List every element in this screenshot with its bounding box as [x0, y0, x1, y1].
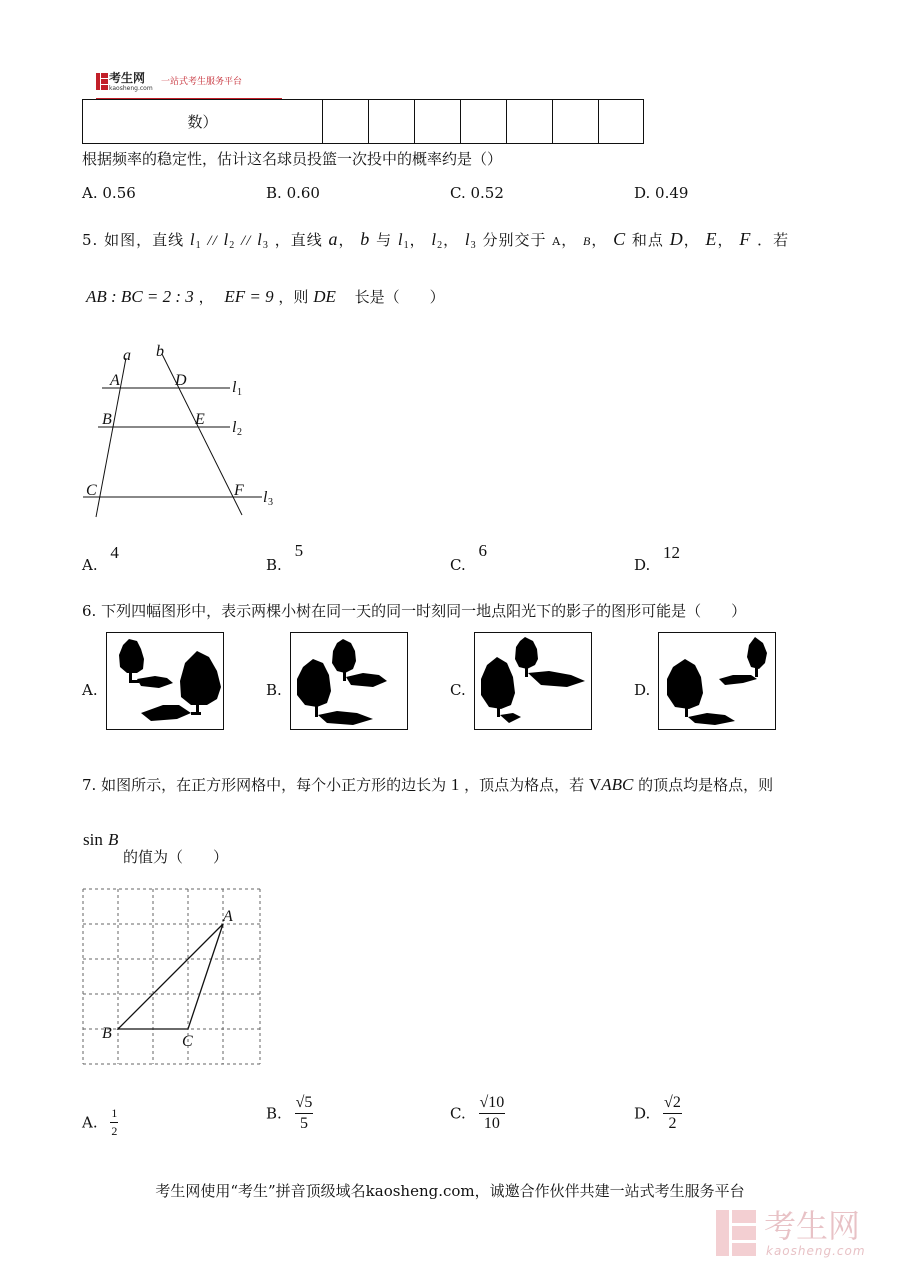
- option-value: 0.49: [655, 184, 689, 202]
- line-l1: [398, 230, 410, 249]
- label-a: a: [123, 347, 131, 364]
- q5-option-a[interactable]: [82, 543, 119, 574]
- parallel-symbol: //: [241, 233, 252, 249]
- q5-text: 长是（ ）: [354, 288, 445, 306]
- point-d: D: [669, 229, 684, 249]
- large-tree-shadow: [688, 713, 735, 725]
- label-b: b: [156, 343, 164, 360]
- large-tree-trunk: [685, 707, 688, 717]
- q7-option-b[interactable]: [266, 1094, 313, 1133]
- q4-option-d[interactable]: [634, 184, 688, 202]
- parallel-symbol: //: [207, 233, 218, 249]
- large-tree-crown: [297, 659, 331, 707]
- option-letter: A.: [82, 556, 98, 574]
- point-e: E: [705, 229, 718, 249]
- label-point-b: B: [102, 1025, 112, 1042]
- watermark-domain: kaosheng.com: [766, 1244, 866, 1258]
- line-l2: [431, 230, 443, 249]
- option-letter: D.: [634, 556, 651, 574]
- label-point-a: A: [223, 908, 233, 925]
- q7-text: 的值为（ ）: [123, 848, 229, 866]
- q7-stem-line1: [82, 776, 773, 794]
- triangle-symbol: V: [588, 775, 602, 794]
- logo-name: 考生网: [109, 71, 146, 85]
- punct: ，: [409, 231, 426, 249]
- small-tree-base: [129, 680, 139, 683]
- q6-figure-c[interactable]: [474, 632, 592, 730]
- label-point-e: E: [195, 411, 205, 428]
- small-tree-trunk: [755, 667, 758, 677]
- math-ratio: AB : BC = 2 : 3: [86, 287, 194, 306]
- question-number: 5.: [82, 231, 99, 249]
- denominator: 10: [483, 1115, 500, 1132]
- label-point-c: C: [86, 482, 97, 499]
- numerator: √5: [295, 1094, 314, 1114]
- math-ef: EF = 9: [224, 287, 274, 306]
- punct: ，: [591, 231, 608, 249]
- fraction: [663, 1094, 682, 1133]
- q5-option-b[interactable]: [266, 541, 304, 574]
- small-tree-shadow: [719, 675, 757, 685]
- q4-option-b[interactable]: [266, 184, 320, 202]
- math-sub: 3: [262, 240, 269, 251]
- math-l: l: [397, 230, 404, 249]
- punct: ，: [561, 231, 578, 249]
- option-letter: C.: [450, 184, 466, 202]
- footer-text: 考生网使用“考生”拼音顶级域名kaosheng.com，诚邀合作伙伴共建一站式考生服务平台: [155, 1182, 745, 1200]
- option-letter: D.: [634, 681, 651, 699]
- large-tree-shadow: [500, 713, 521, 723]
- math-l: l: [189, 230, 196, 249]
- option-value: 5: [294, 541, 304, 560]
- q6-option-a[interactable]: [82, 681, 98, 699]
- q5-stem-line2: [86, 288, 445, 306]
- option-value: 4: [110, 543, 119, 562]
- q5-text: 如图，直线: [104, 231, 185, 249]
- frequency-table: [82, 99, 644, 144]
- numerator: 1: [110, 1106, 118, 1123]
- fraction: [110, 1106, 118, 1139]
- line-l1: [190, 230, 202, 249]
- fraction: [479, 1094, 506, 1133]
- question-number: 7.: [82, 776, 97, 794]
- small-tree-crown: [332, 639, 356, 673]
- math-sub: 2: [229, 240, 236, 251]
- option-letter: A.: [82, 184, 98, 202]
- option-letter: A.: [82, 1113, 98, 1132]
- table-cell: [553, 100, 599, 144]
- large-tree-trunk: [315, 705, 318, 717]
- q4-stem: 根据频率的稳定性，估计这名球员投篮一次投中的概率约是（）: [82, 150, 503, 168]
- large-tree-shadow: [318, 711, 373, 725]
- q7-option-c[interactable]: [450, 1094, 505, 1133]
- small-tree-crown: [747, 637, 767, 669]
- math-l: l: [464, 230, 471, 249]
- small-tree-shadow: [346, 673, 387, 687]
- table-cell: [369, 100, 415, 144]
- q6-figure-a[interactable]: [106, 632, 224, 730]
- option-letter: B.: [266, 556, 282, 574]
- point-f: F: [739, 229, 752, 249]
- label-l1-sub: 1: [237, 387, 242, 398]
- math-sub: 2: [437, 240, 444, 251]
- trees-shadow-image: [475, 633, 591, 729]
- table-cell: [599, 100, 644, 144]
- q5-text: ，则: [278, 288, 309, 306]
- table-cell: [415, 100, 461, 144]
- line-l3: [257, 230, 269, 249]
- q7-option-d[interactable]: [634, 1094, 682, 1133]
- math-sin: sin: [83, 830, 103, 849]
- table-cell-label: 数）: [83, 100, 323, 144]
- site-logo: [96, 73, 256, 93]
- q6-figure-d[interactable]: [658, 632, 776, 730]
- math-b: b: [360, 229, 371, 249]
- option-value: 0.52: [470, 184, 504, 202]
- math-one: 1: [450, 775, 460, 794]
- punct: ，: [198, 288, 214, 306]
- large-tree-shadow: [141, 705, 191, 721]
- math-a: a: [328, 229, 339, 249]
- punct: ，: [443, 231, 460, 249]
- line-l3: [465, 230, 477, 249]
- question-number: 6.: [82, 602, 97, 620]
- option-value: 0.56: [102, 184, 136, 202]
- watermark-logo: [716, 1208, 886, 1258]
- logo-domain: kaosheng.com: [109, 85, 153, 92]
- q5-text: 与: [376, 231, 393, 249]
- q6-option-b[interactable]: [266, 681, 282, 699]
- option-letter: C.: [450, 681, 466, 699]
- q4-option-a[interactable]: [82, 184, 136, 202]
- q5-option-d[interactable]: [634, 543, 681, 574]
- label-l3: l: [263, 489, 268, 506]
- q7-text: 的顶点均是格点，则: [638, 776, 774, 794]
- large-tree-base: [191, 712, 201, 715]
- math-sub: 3: [470, 240, 477, 251]
- q5-option-c[interactable]: [450, 541, 487, 574]
- math-l: l: [431, 230, 438, 249]
- numerator: √2: [663, 1094, 682, 1114]
- math-abc: ABC: [601, 775, 634, 794]
- table-cell: [507, 100, 553, 144]
- watermark-mark-icon: [716, 1210, 756, 1256]
- small-tree-trunk: [525, 667, 528, 677]
- q6-option-d[interactable]: [634, 681, 650, 699]
- large-tree-trunk: [497, 707, 500, 717]
- fraction: [295, 1094, 314, 1133]
- q4-option-c[interactable]: [450, 184, 504, 202]
- label-l3-sub: 3: [268, 497, 273, 508]
- label-point-c: C: [182, 1033, 193, 1050]
- option-letter: B.: [266, 681, 282, 699]
- option-value: 0.60: [286, 184, 320, 202]
- math-l: l: [257, 230, 263, 249]
- math-l: l: [223, 230, 230, 249]
- option-letter: D.: [634, 1104, 651, 1123]
- math-sub: 1: [195, 240, 202, 251]
- label-l1: l: [232, 379, 237, 396]
- math-de: DE: [313, 287, 336, 306]
- q6-stem: [82, 602, 746, 620]
- option-letter: B.: [266, 1104, 282, 1123]
- q7-text: 如图所示，在正方形网格中，每个小正方形的边长为: [101, 776, 447, 794]
- numerator: √10: [479, 1094, 506, 1114]
- q6-figure-b[interactable]: [290, 632, 408, 730]
- label-l2: l: [232, 419, 237, 436]
- point-a: A: [552, 235, 562, 248]
- large-tree-crown: [180, 651, 221, 705]
- option-letter: A.: [82, 681, 98, 699]
- label-point-a: A: [110, 372, 120, 389]
- q7-option-a[interactable]: [82, 1106, 118, 1139]
- q5-text: ．若: [757, 231, 790, 249]
- punct: ，: [717, 231, 734, 249]
- punct: ，: [338, 231, 355, 249]
- q5-parallel-lines-diagram: [80, 340, 280, 525]
- q7-text: ，顶点为格点，若: [464, 776, 585, 794]
- logo-tagline: 一站式考生服务平台: [161, 77, 243, 87]
- q5-text: ，直线: [274, 231, 323, 249]
- point-b: B: [582, 234, 592, 248]
- q7-grid-diagram: [82, 888, 262, 1068]
- option-letter: C.: [450, 1104, 466, 1123]
- large-tree-crown: [667, 659, 703, 709]
- table-row: [83, 100, 644, 144]
- q5-text: 分别交于: [482, 231, 547, 249]
- trees-shadow-image: [659, 633, 775, 729]
- watermark-name: 考生网: [764, 1207, 861, 1245]
- q6-text: 下列四幅图形中，表示两棵小树在同一天的同一时刻同一地点阳光下的影子的图形可能是（ ）: [101, 602, 747, 620]
- q5-stem-line1: [82, 230, 789, 255]
- small-tree-trunk: [343, 671, 346, 681]
- math-sub: 1: [403, 240, 410, 251]
- label-point-b: B: [102, 411, 112, 428]
- label-l2-sub: 2: [237, 427, 242, 438]
- option-letter: C.: [450, 556, 466, 574]
- q5-text: 和点: [631, 231, 664, 249]
- triangle-abc: [118, 924, 223, 1029]
- option-letter: B.: [266, 184, 282, 202]
- table-cell: [461, 100, 507, 144]
- small-tree-crown: [119, 639, 144, 673]
- option-value: 12: [663, 543, 681, 562]
- trees-shadow-image: [107, 633, 223, 729]
- option-letter: D.: [634, 184, 651, 202]
- q7-stem-line2: [83, 830, 229, 866]
- small-tree-shadow: [528, 671, 585, 687]
- math-b: B: [107, 830, 119, 849]
- label-point-d: D: [175, 372, 187, 389]
- large-tree-crown: [481, 657, 515, 709]
- denominator: 2: [668, 1115, 677, 1132]
- point-c: C: [613, 229, 627, 249]
- line-l2: [224, 230, 236, 249]
- label-point-f: F: [234, 482, 244, 499]
- option-value: 6: [478, 541, 487, 560]
- line-b: [162, 354, 242, 515]
- denominator: 5: [299, 1115, 308, 1132]
- punct: ，: [683, 231, 700, 249]
- table-cell: [323, 100, 369, 144]
- small-tree-crown: [515, 637, 538, 669]
- trees-shadow-image: [291, 633, 407, 729]
- logo-mark-icon: [96, 73, 108, 90]
- denominator: 2: [111, 1124, 118, 1138]
- q6-option-c[interactable]: [450, 681, 466, 699]
- small-tree-shadow: [137, 676, 173, 688]
